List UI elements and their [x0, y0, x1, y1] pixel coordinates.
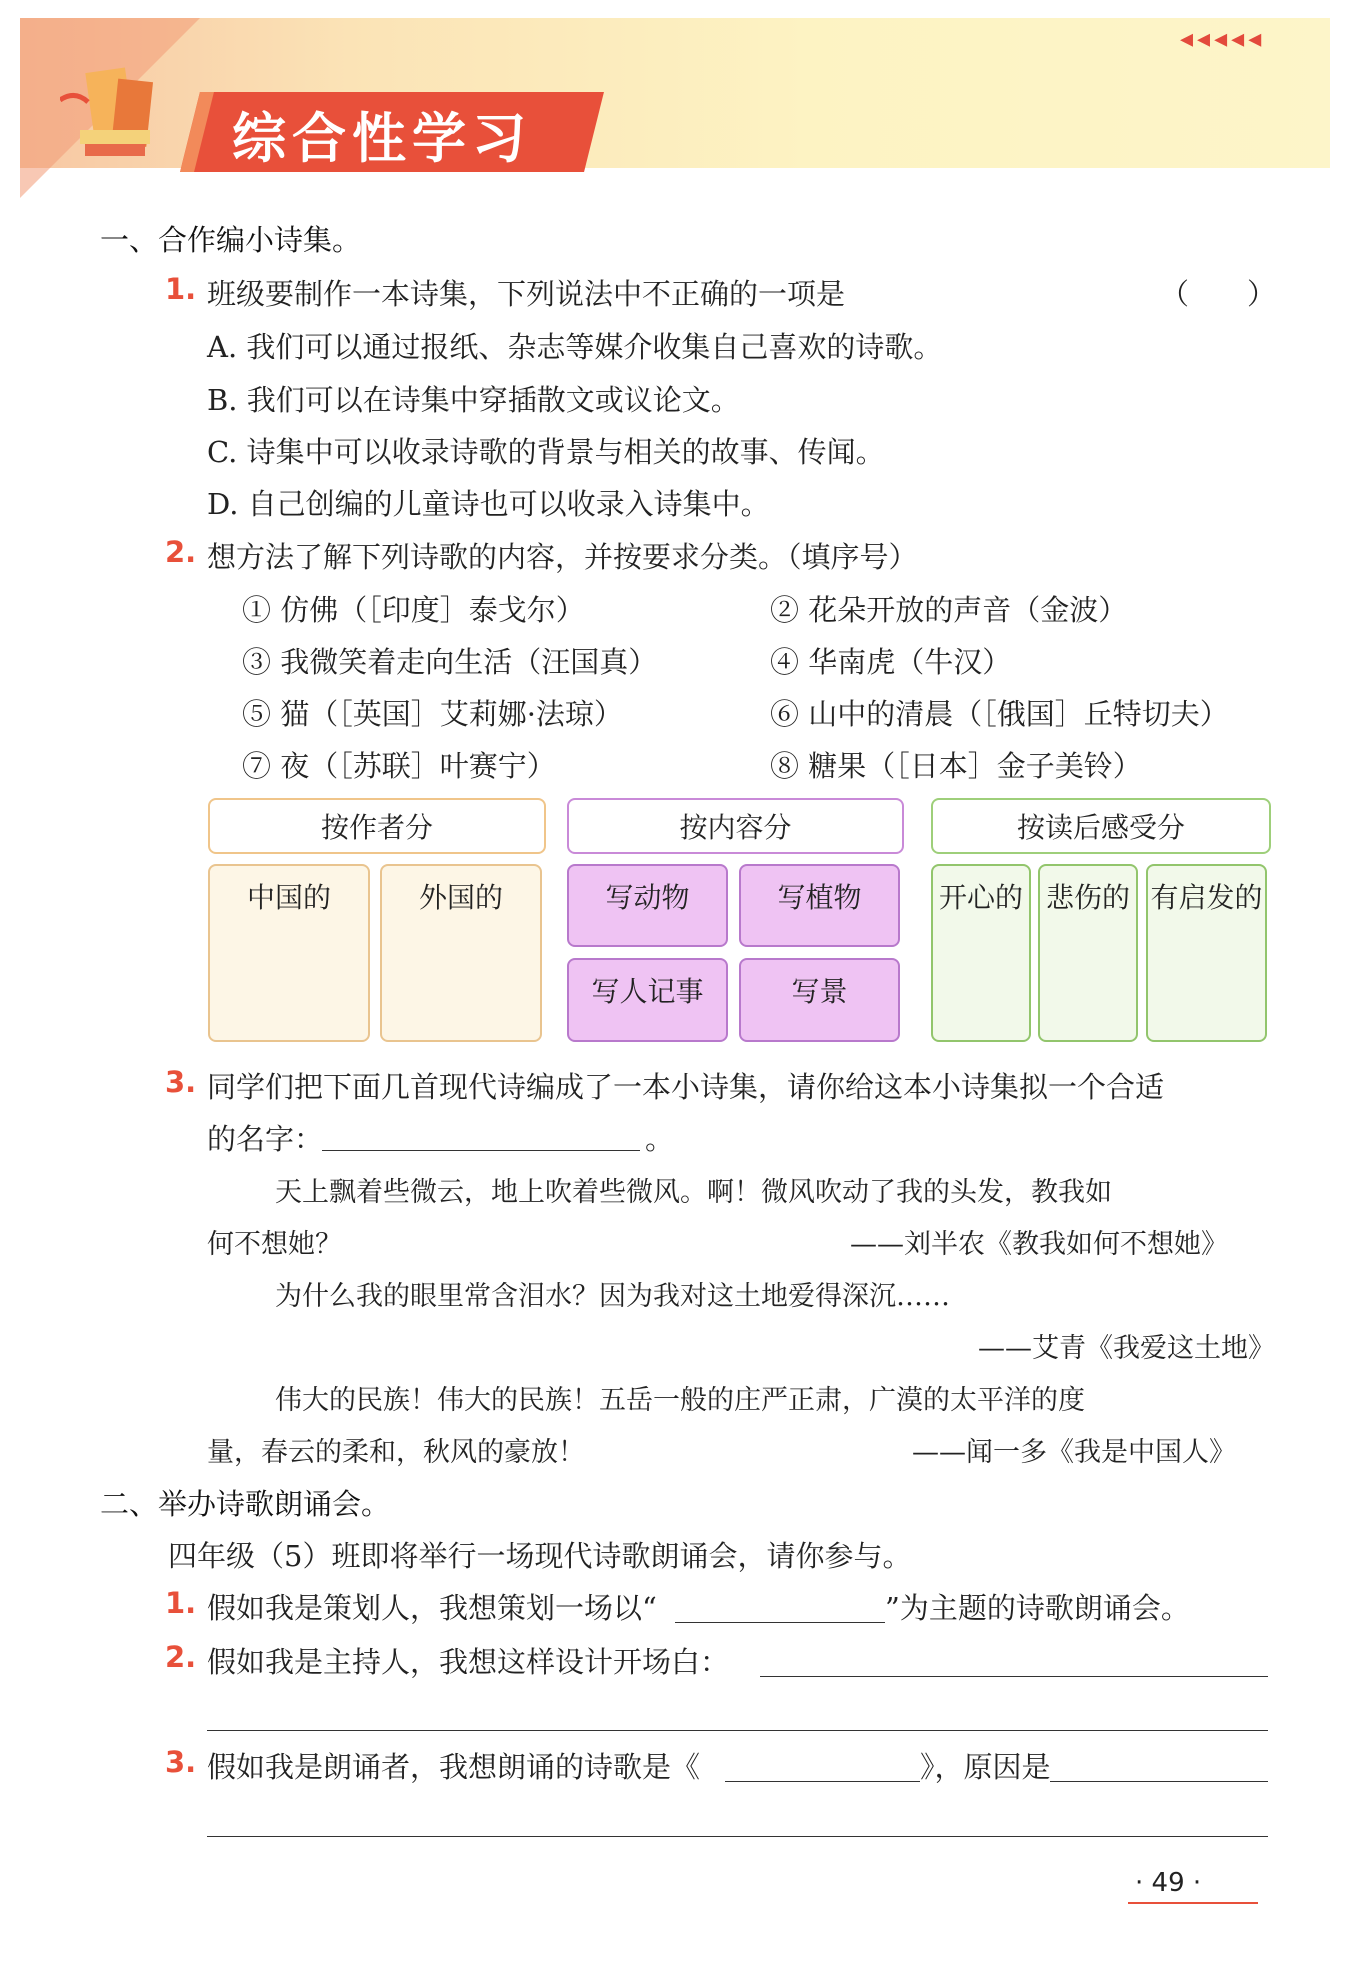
poem1-source: ——刘半农《教我如何不想她》: [850, 1229, 1228, 1260]
group-content-title: 按内容分: [567, 798, 904, 854]
q2-text: 想方法了解下列诗歌的内容，并按要求分类。（填序号）: [207, 540, 918, 574]
box-foreign[interactable]: 外国的: [380, 864, 542, 1042]
s2-q3-reason-blank-line1[interactable]: [1050, 1781, 1268, 1782]
q1-number: 1.: [165, 272, 197, 306]
poem-item: ④ 华南虎（牛汉）: [770, 645, 1012, 679]
s2-q3-pre: 假如我是朗诵者，我想朗诵的诗歌是《: [207, 1750, 701, 1784]
box-happy[interactable]: 开心的: [931, 864, 1031, 1042]
box-animals[interactable]: 写动物: [567, 864, 728, 947]
poem3-source: ——闻一多《我是中国人》: [912, 1437, 1236, 1468]
poem-item: ② 花朵开放的声音（金波）: [770, 593, 1128, 627]
q1-answer-paren[interactable]: （ ）: [1160, 277, 1277, 311]
box-inspiring[interactable]: 有启发的: [1146, 864, 1267, 1042]
s2-q3-mid: 》，原因是: [920, 1750, 1051, 1784]
poem-item: ① 仿佛（［印度］泰戈尔）: [242, 593, 585, 627]
box-people-events[interactable]: 写人记事: [567, 958, 728, 1042]
s2-q3-number: 3.: [165, 1745, 197, 1779]
s2-q2-blank-line2[interactable]: [207, 1730, 1268, 1731]
s2-q3-reason-blank-line2[interactable]: [207, 1836, 1268, 1837]
s2-q2-text: 假如我是主持人，我想这样设计开场白：: [207, 1645, 730, 1679]
section1-heading: 一、合作编小诗集。: [100, 223, 362, 257]
header-arrows-icon: ◂◂◂◂◂: [1180, 24, 1266, 54]
box-chinese[interactable]: 中国的: [208, 864, 370, 1042]
page-number-underline: [1128, 1902, 1258, 1904]
q2-number: 2.: [165, 535, 197, 569]
q3-title-blank[interactable]: [322, 1150, 640, 1151]
q3-number: 3.: [165, 1065, 197, 1099]
s2-q3-poem-blank[interactable]: [725, 1781, 920, 1782]
q1-option-b: B. 我们可以在诗集中穿插散文或议论文。: [207, 383, 740, 417]
q1-option-a: A. 我们可以通过报纸、杂志等媒介收集自己喜欢的诗歌。: [207, 330, 943, 364]
poem-item: ⑤ 猫（［英国］艾莉娜·法琼）: [242, 697, 623, 731]
section2-intro: 四年级（5）班即将举行一场现代诗歌朗诵会，请你参与。: [168, 1539, 912, 1573]
books-illustration-icon: [60, 60, 180, 180]
q3-text-line2: 的名字：: [207, 1122, 324, 1156]
group-author-title: 按作者分: [208, 798, 546, 854]
s2-q1-number: 1.: [165, 1586, 197, 1620]
s2-q1-pre: 假如我是策划人，我想策划一场以“: [207, 1591, 657, 1625]
q3-period: 。: [645, 1122, 675, 1156]
poem-item: ⑥ 山中的清晨（［俄国］丘特切夫）: [770, 697, 1229, 731]
page-number: · 49 ·: [1135, 1868, 1202, 1898]
poem2-line1: 为什么我的眼里常含泪水？因为我对这土地爱得深沉……: [275, 1281, 950, 1312]
box-plants[interactable]: 写植物: [739, 864, 900, 947]
q1-option-d: D. 自己创编的儿童诗也可以收录入诗集中。: [207, 487, 770, 521]
poem-item: ③ 我微笑着走向生活（汪国真）: [242, 645, 658, 679]
q3-text-line1: 同学们把下面几首现代诗编成了一本小诗集，请你给这本小诗集拟一个合适: [207, 1070, 1165, 1104]
s2-q2-blank-line1[interactable]: [760, 1676, 1268, 1677]
poem3-line2: 量，春云的柔和，秋风的豪放！: [207, 1437, 585, 1468]
s2-q1-post: ”为主题的诗歌朗诵会。: [885, 1591, 1190, 1625]
poem3-line1: 伟大的民族！伟大的民族！五岳一般的庄严正肃，广漠的太平洋的度: [275, 1385, 1085, 1416]
page-title: 综合性学习: [232, 107, 532, 170]
poem-item: ⑦ 夜（［苏联］叶赛宁）: [242, 749, 556, 783]
group-feeling-title: 按读后感受分: [931, 798, 1271, 854]
section2-heading: 二、举办诗歌朗诵会。: [100, 1487, 391, 1521]
s2-q1-theme-blank[interactable]: [675, 1622, 885, 1623]
poem-item: ⑧ 糖果（［日本］金子美铃）: [770, 749, 1142, 783]
box-scenery[interactable]: 写景: [739, 958, 900, 1042]
poem2-source: ——艾青《我爱这土地》: [978, 1333, 1275, 1364]
s2-q2-number: 2.: [165, 1640, 197, 1674]
box-sad[interactable]: 悲伤的: [1038, 864, 1138, 1042]
poem1-line2: 何不想她？: [207, 1229, 342, 1260]
q1-option-c: C. 诗集中可以收录诗歌的背景与相关的故事、传闻。: [207, 435, 885, 469]
q1-text: 班级要制作一本诗集，下列说法中不正确的一项是: [207, 277, 846, 311]
poem1-line1: 天上飘着些微云，地上吹着些微风。啊！微风吹动了我的头发，教我如: [275, 1177, 1112, 1208]
